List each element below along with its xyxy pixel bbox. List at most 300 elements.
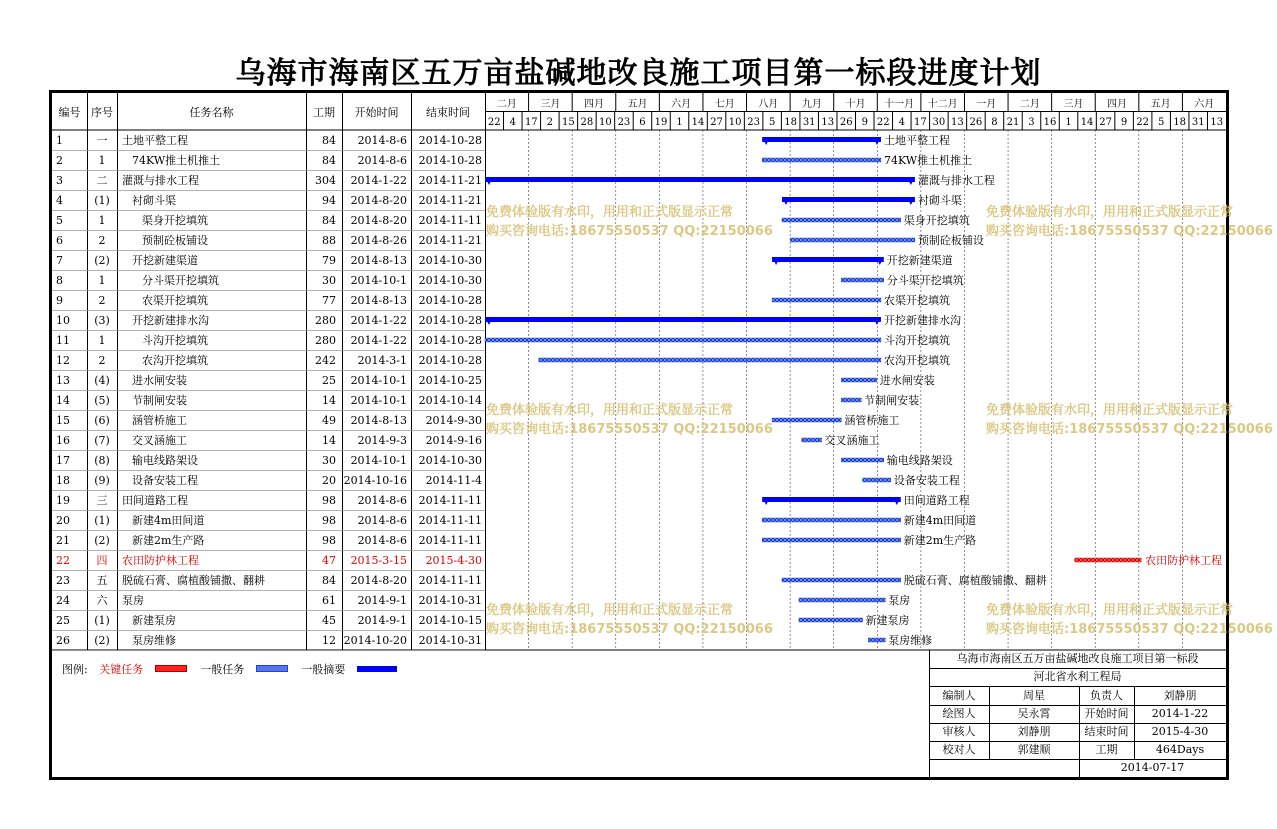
bar-label: 分斗渠开挖填筑 (886, 274, 964, 287)
task-start: 2014-10-1 (350, 394, 407, 407)
task-duration: 49 (322, 414, 336, 427)
bar-label: 渠身开挖填筑 (903, 214, 970, 227)
task-duration: 98 (322, 534, 336, 547)
month-label: 二月 (1019, 99, 1040, 110)
task-duration: 77 (322, 294, 336, 307)
task-bar (799, 598, 885, 602)
titleblock-cell: 工期 (1095, 743, 1118, 756)
bar-label: 涵管桥施工 (844, 414, 900, 427)
month-label: 八月 (758, 99, 779, 110)
task-name: 灌溉与排水工程 (122, 174, 199, 187)
task-seq: 六 (96, 594, 108, 607)
week-label: 1 (1065, 117, 1072, 128)
watermark-line2: 购买咨询电话:18675550537 QQ:22150066 (486, 422, 773, 437)
summary-bar (762, 137, 881, 142)
task-id: 9 (56, 294, 63, 307)
task-seq: (2) (94, 534, 110, 547)
bar-label: 开挖新建渠道 (886, 254, 953, 267)
task-bar (799, 618, 863, 622)
task-end: 2014-11-21 (418, 194, 482, 207)
legend-normal-label: 一般任务 (200, 663, 245, 676)
week-label: 8 (991, 117, 998, 128)
task-seq: 1 (98, 214, 106, 227)
task-duration: 98 (322, 514, 336, 527)
task-bar (863, 478, 891, 482)
task-name: 开挖新建排水沟 (132, 314, 209, 327)
task-duration: 79 (322, 254, 336, 267)
task-end: 2014-11-4 (425, 474, 482, 487)
task-duration: 98 (322, 494, 336, 507)
summary-bar (762, 497, 901, 502)
task-seq: 2 (98, 294, 106, 307)
task-start: 2014-1-22 (350, 174, 407, 187)
bar-label: 泵房维修 (888, 634, 933, 647)
task-bar (1075, 558, 1141, 562)
week-label: 1 (676, 117, 683, 128)
task-duration: 84 (322, 134, 336, 147)
watermark-line2: 购买咨询电话:18675550537 QQ:22150066 (986, 422, 1273, 437)
week-label: 23 (617, 117, 631, 128)
titleblock-cell: 464Days (1155, 743, 1205, 756)
task-end: 2014-10-15 (418, 614, 482, 627)
bar-label: 开挖新建排水沟 (883, 314, 961, 327)
task-seq: (1) (94, 614, 110, 627)
task-seq: 2 (98, 354, 106, 367)
task-start: 2014-1-22 (350, 314, 407, 327)
bar-label: 土地平整工程 (883, 134, 950, 147)
titleblock-cell: 结束时间 (1084, 725, 1129, 738)
task-seq: 2 (98, 234, 106, 247)
week-label: 22 (487, 117, 501, 128)
legend-normal-swatch (256, 665, 288, 672)
task-bar (782, 218, 901, 222)
task-end: 2014-10-14 (418, 394, 482, 407)
task-duration: 84 (322, 154, 336, 167)
task-name: 土地平整工程 (122, 134, 188, 147)
task-end: 2014-11-11 (418, 534, 482, 547)
task-start: 2014-8-26 (350, 234, 407, 247)
task-duration: 94 (322, 194, 336, 207)
task-seq: (3) (94, 314, 110, 327)
bar-label: 新建4m田间道 (903, 514, 977, 527)
bar-label: 灌溉与排水工程 (917, 174, 995, 187)
week-label: 5 (1157, 117, 1165, 128)
task-name: 农渠开挖填筑 (142, 294, 208, 307)
task-bar (485, 338, 881, 342)
watermark-line1: 免费体验版有水印，用用和正式版显示正常 (986, 603, 1234, 618)
task-duration: 61 (322, 594, 336, 607)
week-label: 13 (1210, 117, 1224, 128)
task-name: 斗沟开挖填筑 (142, 334, 208, 347)
watermark-line2: 购买咨询电话:18675550537 QQ:22150066 (486, 224, 773, 239)
legend (62, 661, 397, 677)
legend-summary-swatch (357, 666, 397, 672)
task-id: 23 (56, 574, 70, 587)
task-start: 2014-8-6 (357, 534, 407, 547)
task-name: 新建泵房 (132, 614, 176, 627)
task-seq: 三 (96, 494, 108, 507)
summary-bar (485, 177, 915, 182)
watermark (486, 203, 773, 241)
summary-bar (772, 257, 884, 262)
task-name: 衬砌斗渠 (132, 194, 176, 207)
week-label: 4 (509, 117, 516, 128)
task-bar (762, 538, 901, 542)
task-duration: 84 (322, 214, 336, 227)
task-duration: 14 (322, 394, 336, 407)
titleblock-cell: 校对人 (942, 743, 976, 756)
bar-label: 农沟开挖填筑 (883, 354, 950, 367)
month-label: 三月 (540, 99, 561, 110)
task-start: 2014-8-20 (350, 194, 407, 207)
watermark-line1: 免费体验版有水印，用用和正式版显示正常 (486, 403, 734, 418)
task-id: 20 (56, 514, 70, 527)
task-name: 分斗渠开挖填筑 (142, 274, 219, 287)
week-label: 2 (546, 117, 554, 128)
month-label: 十二月 (927, 99, 958, 110)
titleblock-cell: 负责人 (1090, 689, 1123, 702)
task-duration: 12 (322, 634, 336, 647)
week-label: 9 (1120, 117, 1128, 128)
week-label: 31 (1191, 117, 1205, 128)
task-start: 2014-10-20 (343, 634, 407, 647)
watermark-line2: 购买咨询电话:18675550537 QQ:22150066 (986, 622, 1273, 637)
month-label: 十月 (845, 99, 866, 110)
task-id: 24 (56, 594, 70, 607)
week-label: 21 (1006, 117, 1020, 128)
task-name: 田间道路工程 (122, 494, 188, 507)
task-start: 2014-8-13 (350, 254, 407, 267)
week-label: 17 (913, 117, 927, 128)
task-start: 2014-9-1 (357, 614, 407, 627)
task-seq: 二 (96, 174, 108, 187)
task-id: 6 (56, 234, 63, 247)
week-label: 22 (876, 117, 890, 128)
task-duration: 304 (315, 174, 336, 187)
task-end: 2014-10-25 (418, 374, 482, 387)
month-label: 五月 (1150, 99, 1171, 110)
bar-label: 衬砌斗渠 (917, 194, 962, 207)
watermark (986, 601, 1273, 639)
task-id: 25 (56, 614, 70, 627)
watermark (486, 401, 773, 439)
week-label: 22 (1136, 117, 1150, 128)
task-end: 2014-10-31 (418, 594, 482, 607)
task-start: 2014-8-13 (350, 294, 407, 307)
task-id: 14 (56, 394, 70, 407)
bar-label: 设备安装工程 (893, 474, 960, 487)
task-end: 2014-10-28 (418, 334, 482, 347)
task-id: 5 (56, 214, 63, 227)
task-name: 进水闸安装 (132, 374, 187, 387)
watermark-line2: 购买咨询电话:18675550537 QQ:22150066 (986, 224, 1273, 239)
task-end: 2014-10-28 (418, 294, 482, 307)
watermark-line1: 免费体验版有水印，用用和正式版显示正常 (986, 403, 1234, 418)
month-label: 四月 (1107, 99, 1128, 110)
task-start: 2015-3-15 (350, 554, 407, 567)
column-header-start: 开始时间 (354, 106, 399, 119)
gantt-frame (49, 90, 1273, 780)
task-name: 渠身开挖填筑 (142, 214, 208, 227)
task-duration: 30 (322, 274, 336, 287)
task-duration: 25 (322, 374, 336, 387)
task-start: 2014-9-1 (357, 594, 407, 607)
week-label: 18 (784, 117, 798, 128)
task-name: 节制闸安装 (132, 394, 187, 407)
watermark-line2: 购买咨询电话:18675550537 QQ:22150066 (486, 622, 773, 637)
task-id: 19 (56, 494, 70, 507)
titleblock-cell: 2014-1-22 (1151, 707, 1209, 720)
week-label: 26 (969, 117, 983, 128)
bar-label: 新建泵房 (865, 614, 910, 627)
column-header-duration: 工期 (313, 106, 335, 119)
legend-critical-label: 关键任务 (99, 663, 144, 676)
task-end: 2015-4-30 (425, 554, 482, 567)
task-end: 2014-10-31 (418, 634, 482, 647)
task-seq: (9) (94, 474, 110, 487)
task-duration: 20 (322, 474, 336, 487)
bar-label: 斗沟开挖填筑 (883, 334, 950, 347)
column-header-seq: 序号 (91, 106, 113, 119)
task-name: 输电线路架设 (132, 454, 198, 467)
task-name: 泵房 (122, 594, 144, 607)
task-start: 2014-8-6 (357, 134, 407, 147)
task-duration: 88 (322, 234, 336, 247)
task-duration: 280 (315, 334, 336, 347)
month-label: 六月 (1194, 99, 1215, 110)
task-name: 开挖新建渠道 (132, 254, 198, 267)
task-id: 10 (56, 314, 70, 327)
task-end: 2014-10-30 (418, 274, 482, 287)
week-label: 4 (898, 117, 905, 128)
task-seq: (4) (94, 374, 110, 387)
task-end: 2014-10-30 (418, 454, 482, 467)
task-seq: 五 (96, 574, 108, 587)
week-label: 9 (861, 117, 868, 128)
task-id: 1 (56, 134, 63, 147)
titleblock-cell: 编制人 (942, 689, 976, 702)
task-seq: (8) (94, 454, 110, 467)
task-end: 2014-11-11 (418, 574, 482, 587)
task-id: 16 (56, 434, 70, 447)
week-label: 17 (524, 117, 538, 128)
week-label: 28 (580, 117, 594, 128)
task-duration: 14 (322, 434, 336, 447)
bar-label: 进水闸安装 (879, 374, 935, 387)
legend-label: 图例: (62, 663, 88, 676)
titleblock-cell: 郭建顺 (1017, 743, 1051, 756)
week-label: 13 (951, 117, 964, 128)
task-id: 13 (56, 374, 70, 387)
task-id: 22 (56, 554, 70, 567)
bar-label: 脱硫石膏、腐植酸铺撒、翻耕 (903, 574, 1047, 587)
titleblock-cell: 刘静朋 (1017, 725, 1051, 738)
titleblock-cell: 2015-4-30 (1151, 725, 1209, 738)
bar-label: 交叉涵施工 (824, 434, 880, 447)
titleblock-cell: 周星 (1023, 689, 1045, 702)
titleblock-cell: 绘图人 (942, 707, 976, 720)
task-duration: 47 (322, 554, 336, 567)
week-label: 6 (639, 117, 646, 128)
legend-summary-label: 一般摘要 (301, 663, 346, 676)
summary-bar (782, 197, 915, 202)
task-seq: (1) (94, 514, 110, 527)
task-bar (539, 358, 881, 362)
watermark-line1: 免费体验版有水印，用用和正式版显示正常 (486, 603, 734, 618)
task-bar (772, 298, 881, 302)
bar-label: 节制闸安装 (864, 394, 920, 407)
task-bar (868, 638, 885, 642)
week-label: 23 (747, 117, 760, 128)
task-bar (772, 418, 841, 422)
task-id: 7 (56, 254, 63, 267)
legend-critical-swatch (155, 665, 187, 672)
task-start: 2014-8-6 (357, 494, 407, 507)
task-seq: (5) (94, 394, 110, 407)
task-seq: 1 (98, 334, 106, 347)
bar-label: 输电线路架设 (886, 454, 953, 467)
task-name: 农沟开挖填筑 (142, 354, 208, 367)
task-end: 2014-9-16 (425, 434, 482, 447)
task-start: 2014-8-13 (350, 414, 407, 427)
bar-label: 泵房 (888, 594, 911, 607)
titleblock-cell: 开始时间 (1084, 707, 1129, 720)
task-duration: 30 (322, 454, 336, 467)
task-bar (782, 578, 901, 582)
week-label: 14 (691, 117, 705, 128)
task-start: 2014-10-1 (350, 454, 407, 467)
month-label: 七月 (714, 99, 735, 110)
task-id: 2 (56, 154, 63, 167)
titleblock-cell: 刘静朋 (1163, 689, 1197, 702)
task-seq: (2) (94, 254, 110, 267)
watermark (486, 601, 773, 639)
week-label: 27 (710, 117, 723, 128)
task-start: 2014-10-1 (350, 274, 407, 287)
week-label: 30 (932, 117, 946, 128)
task-start: 2014-3-1 (357, 354, 407, 367)
task-name: 涵管桥施工 (132, 414, 187, 427)
task-end: 2014-11-21 (418, 174, 482, 187)
week-label: 10 (599, 117, 612, 128)
week-label: 13 (821, 117, 835, 128)
month-label: 十一月 (884, 99, 915, 110)
task-end: 2014-11-11 (418, 494, 482, 507)
task-start: 2014-10-16 (343, 474, 407, 487)
month-label: 九月 (801, 99, 822, 110)
task-end: 2014-11-11 (418, 214, 482, 227)
bar-label: 农渠开挖填筑 (883, 294, 950, 307)
task-seq: (1) (94, 194, 110, 207)
month-label: 四月 (583, 99, 604, 110)
page-title: 乌海市海南区五万亩盐碱地改良施工项目第一标段进度计划 (235, 56, 1042, 91)
month-label: 一月 (976, 99, 997, 110)
task-id: 12 (56, 354, 70, 367)
task-end: 2014-11-11 (418, 514, 482, 527)
task-name: 新建4m田间道 (132, 514, 205, 527)
week-label: 16 (1043, 117, 1057, 128)
task-end: 2014-11-21 (418, 234, 482, 247)
task-start: 2014-8-20 (350, 214, 407, 227)
task-duration: 242 (315, 354, 336, 367)
task-bar (762, 518, 901, 522)
task-seq: 1 (98, 154, 106, 167)
task-start: 2014-8-6 (357, 154, 407, 167)
week-label: 10 (728, 117, 742, 128)
week-label: 19 (654, 117, 668, 128)
task-end: 2014-10-28 (418, 354, 482, 367)
task-id: 4 (56, 194, 63, 207)
task-id: 17 (56, 454, 70, 467)
summary-bar (485, 317, 881, 322)
week-label: 18 (1173, 117, 1187, 128)
column-header-id: 编号 (58, 106, 81, 119)
task-end: 2014-10-30 (418, 254, 482, 267)
bar-label: 新建2m生产路 (903, 534, 977, 547)
task-start: 2014-9-3 (357, 434, 407, 447)
task-name: 农田防护林工程 (122, 554, 199, 567)
task-id: 21 (56, 534, 70, 547)
month-label: 三月 (1063, 99, 1084, 110)
task-id: 3 (56, 174, 63, 187)
task-name: 新建2m生产路 (132, 534, 205, 547)
titleblock-date: 2014-07-17 (1120, 761, 1185, 774)
task-seq: 四 (96, 554, 108, 567)
bar-label: 74KW推土机推土 (883, 154, 973, 167)
task-name: 泵房维修 (132, 634, 176, 647)
titleblock-cell: 吴永霄 (1017, 707, 1051, 720)
watermark (986, 401, 1273, 439)
week-label: 14 (1080, 117, 1094, 128)
watermark-line1: 免费体验版有水印，用用和正式版显示正常 (486, 205, 734, 220)
task-bar (802, 438, 822, 442)
month-label: 五月 (627, 99, 648, 110)
titleblock-project: 乌海市海南区五万亩盐碱地改良施工项目第一标段 (956, 652, 1199, 665)
task-start: 2014-1-22 (350, 334, 407, 347)
task-id: 8 (56, 274, 63, 287)
week-label: 15 (561, 117, 575, 128)
month-label: 二月 (496, 99, 517, 110)
task-end: 2014-9-30 (425, 414, 482, 427)
task-end: 2014-10-28 (418, 314, 482, 327)
task-end: 2014-10-28 (418, 134, 482, 147)
task-id: 15 (56, 414, 70, 427)
week-label: 27 (1099, 117, 1112, 128)
watermark-line1: 免费体验版有水印，用用和正式版显示正常 (986, 205, 1234, 220)
task-start: 2014-8-20 (350, 574, 407, 587)
task-name: 74KW推土机推土 (132, 154, 221, 167)
task-id: 26 (56, 634, 70, 647)
task-name: 预制砼板铺设 (142, 234, 208, 247)
task-seq: 1 (98, 274, 106, 287)
titleblock-org: 河北省水利工程局 (1033, 670, 1122, 683)
task-seq: (7) (94, 434, 110, 447)
titleblock-cell: 审核人 (942, 725, 976, 738)
task-end: 2014-10-28 (418, 154, 482, 167)
week-label: 31 (802, 117, 816, 128)
task-bar (841, 458, 883, 462)
task-name: 交叉涵施工 (132, 434, 187, 447)
task-duration: 280 (315, 314, 336, 327)
task-name: 脱硫石膏、腐植酸铺撒、翻耕 (122, 574, 265, 587)
task-bar (762, 158, 881, 162)
task-bar (790, 238, 914, 242)
week-label: 26 (839, 117, 853, 128)
task-id: 11 (56, 334, 70, 347)
task-name: 设备安装工程 (132, 474, 198, 487)
task-bar (841, 278, 883, 282)
column-header-end: 结束时间 (426, 106, 470, 119)
